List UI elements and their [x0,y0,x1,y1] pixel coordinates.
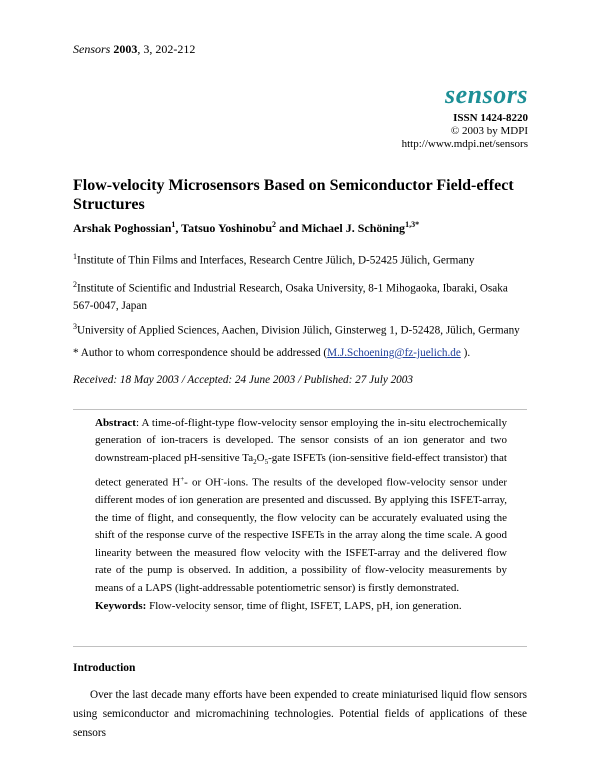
author-affiliation-marker: 1 [171,220,176,229]
journal-year: 2003 [113,42,138,56]
abstract [95,415,507,597]
journal-brand-logo: sensors [445,80,528,109]
section-heading: Introduction [73,662,136,674]
author-name: Michael J. Schöning [301,221,406,235]
correspondence-note [73,347,470,359]
abstract-text: -gate ISFETs (ion-sensitive field-effect transistor) that detect generated H [95,451,507,490]
affiliation-text: Institute of Thin Films and Interfaces, Research Centre Jülich, D-52425 Jülich, Germany [77,254,475,267]
journal-name: Sensors [73,42,111,56]
affiliation [73,276,527,315]
body-paragraph: Over the last decade many efforts have been expended to create miniaturised liquid flow sensors using semiconductor and micromachining technologies. Potential fields of applications of these sensors [73,689,527,739]
keywords [95,600,507,612]
copyright: © 2003 by MDPI [450,125,528,137]
author-name: Tatsuo Yoshinobu [181,221,273,235]
author-separator: and [276,221,302,235]
abstract-text: : A time-of-flight-type flow-velocity sensor employing the in-situ electrochemically generation of ion-tracers is developed. The sensor consists of an ion generator and two downstream-placed pH-sensitive Ta [95,417,507,464]
affiliation-number: 2 [73,280,77,289]
affiliation [73,318,527,340]
journal-reference [73,42,195,57]
journal-url: http://www.mdpi.net/sensors [401,138,528,150]
issn: ISSN 1424-8220 [453,112,528,124]
affiliation [73,248,527,270]
author-affiliation-marker: 2 [272,220,277,229]
subscript: 2 [253,458,257,466]
correspondence-prefix: * Author to whom correspondence should be addressed ( [73,347,328,359]
journal-volume-pages: , 3, 202-212 [137,42,196,56]
abstract-text: -ions. The results of the developed flow-velocity sensor under different modes of ion generation are presented and discussed. By applying this ISFET-array, the time of flight, and consequently, the flow velocity can be accurately evaluated using the shift of the response curve of the respective ISFETs in the array along the time scale. A good linearity between the measured flow velocity with the ISFET-array and the delivered flow rate of the pump is observed. In addition, a possibility of flow-velocity measurements by means of a LAPS (light-addressable potentiometric sensor) is firstly demonstrated. [95,477,508,594]
author-name: Arshak Poghossian [73,221,172,235]
author-separator: , [175,221,182,235]
affiliation-text: Institute of Scientific and Industrial Research, Osaka University, 8-1 Mihogaoka, Ibaraki, Osaka 567-0047, Japan [73,282,508,312]
email-link[interactable]: M.J.Schoening@fz-juelich.de [327,347,461,359]
abstract-label: Abstract [95,417,136,429]
subscript: 5 [264,458,269,466]
abstract-text: - or OH [184,477,222,490]
publication-dates: Received: 18 May 2003 / Accepted: 24 June 2003 / Published: 27 July 2003 [73,374,413,386]
paper-title: Flow-velocity Microsensors Based on Semiconductor Field-effect Structures [73,177,514,213]
author-affiliation-marker: 1,3* [405,220,420,229]
correspondence-suffix: ). [460,347,471,359]
keywords-label: Keywords: [95,600,147,612]
superscript: + [180,475,185,484]
affiliation-text: University of Applied Sciences, Aachen, Division Jülich, Ginsterweg 1, D-52428, Jülich, Germany [77,324,520,337]
author-list [73,220,419,236]
affiliation-number: 1 [73,252,77,261]
affiliation-number: 3 [73,322,77,331]
superscript: - [221,475,224,484]
keywords-text: Flow-velocity sensor, time of flight, ISFET, LAPS, pH, ion generation. [146,600,462,612]
abstract-text: O [256,451,265,464]
